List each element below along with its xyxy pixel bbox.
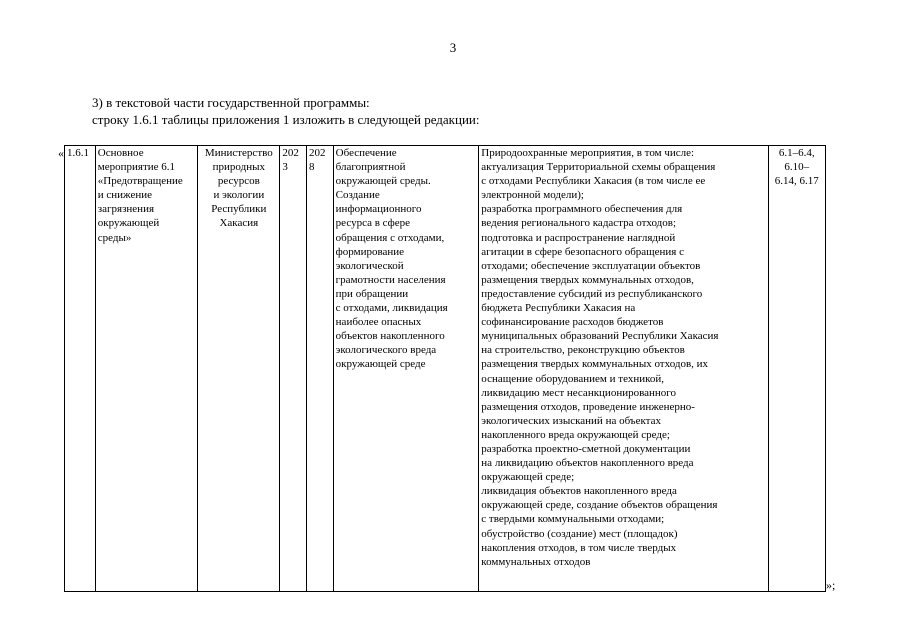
cell-line: природных [212,161,265,174]
cell-line: информационного [335,203,422,216]
cell-line: Обеспечение [335,147,397,159]
cell-line: экологических изысканий на объектах [481,414,662,427]
opening-quote: « [58,146,64,160]
page-number: 3 [449,40,457,55]
row-end-year: 2028 [307,146,334,592]
cell-line: Республики [211,203,267,216]
cell-line: разработка программного обеспечения для [481,203,683,216]
cell-line: окружающей среде, создание объектов обращения [481,499,718,512]
cell-line: мероприятие 6.1 [97,161,176,174]
cell-line: Хакасия [219,217,259,230]
cell-line: наиболее опасных [335,316,422,329]
row-measures [479,146,768,592]
cell-line: Министерство [204,147,273,159]
cell-line: окружающей среде [335,358,426,371]
cell-line: на строительство, реконструкцию объектов [481,344,685,357]
cell-line: загрязнения [97,203,155,216]
cell-line: окружающей среды. [335,175,431,188]
table-row [65,146,826,592]
cell-line: ресурса в сфере [335,217,411,230]
cell-line: оснащение оборудованием и техникой, [481,372,665,385]
cell-line: коммунальных отходов [481,555,591,568]
cell-line: при обращении [335,287,409,300]
cell-line: и снижение [97,189,153,202]
cell-line: ликвидация объектов накопленного вреда [481,485,677,498]
cell-line: ведения регионального кадастра отходов; [481,217,677,230]
program-table [64,145,826,592]
row-expected-result [333,146,479,592]
cell-line: Природоохранные мероприятия, в том числе: [481,147,695,159]
cell-line: ликвидацию мест несанкционированного [481,386,677,399]
cell-line: окружающей среде; [481,471,575,484]
cell-line: бюджета Республики Хакасия на [481,302,636,315]
cell-line: софинансирование расходов бюджетов [481,316,664,329]
cell-line: 6.10– [784,161,810,174]
row-indicators [768,146,825,592]
cell-line: размещения твердых коммунальных отходов, [481,273,694,286]
cell-line: размещения отходов, проведение инженерно- [481,400,695,413]
cell-line: накопленного вреда окружающей среде; [481,428,670,441]
cell-line: благоприятной [335,161,406,174]
cell-line: Основное [97,147,144,159]
cell-line: на ликвидацию объектов накопленного вреда [481,457,694,470]
cell-line: экологической [335,259,404,272]
cell-line: «Предотвращение [97,175,183,188]
cell-line: экологического вреда [335,344,437,357]
cell-line: накопления отходов, в том числе твердых [481,541,677,554]
cell-line: среды» [97,231,132,244]
cell-line: обустройство (создание) мест (площадок) [481,527,678,540]
closing-quote: »; [826,578,836,592]
cell-line: отходами; обеспечение эксплуатации объектов [481,259,701,272]
cell-line: Создание [335,189,380,202]
cell-line: 6.14, 6.17 [774,175,819,188]
cell-line: окружающей [97,217,160,230]
intro-line-2: строку 1.6.1 таблицы приложения 1 изложить в следующей редакции: [92,112,480,127]
cell-line: подготовка и распространение наглядной [481,231,676,244]
cell-line: предоставление субсидий из республиканского [481,287,703,300]
row-name [95,146,198,592]
cell-line: грамотности населения [335,273,446,286]
cell-line: 6.1–6.4, [778,147,815,159]
row-start-year: 2023 [280,146,307,592]
cell-line: объектов накопленного [335,330,445,343]
cell-line: с отходами Республики Хакасия (в том числе ее [481,175,706,188]
cell-line: ресурсов [217,175,260,188]
cell-line: электронной модели); [481,189,584,202]
cell-line: обращения с отходами, [335,231,445,244]
cell-line: с отходами, ликвидация [335,302,448,315]
cell-line: формирование [335,245,405,258]
cell-line: муниципальных образований Республики Хакасия [481,330,719,343]
cell-line: и экологии [213,189,265,202]
cell-line: размещения твердых коммунальных отходов, их [481,358,709,371]
row-executor [198,146,280,592]
intro-line-1: 3) в текстовой части государственной программы: [92,95,370,110]
cell-line: агитации в сфере безопасного обращения с [481,245,684,258]
cell-line: актуализация Территориальной схемы обращения [481,161,716,174]
cell-line: с твердыми коммунальными отходами; [481,513,665,526]
row-code: 1.6.1 [65,146,96,592]
cell-line: разработка проектно-сметной документации [481,442,691,455]
